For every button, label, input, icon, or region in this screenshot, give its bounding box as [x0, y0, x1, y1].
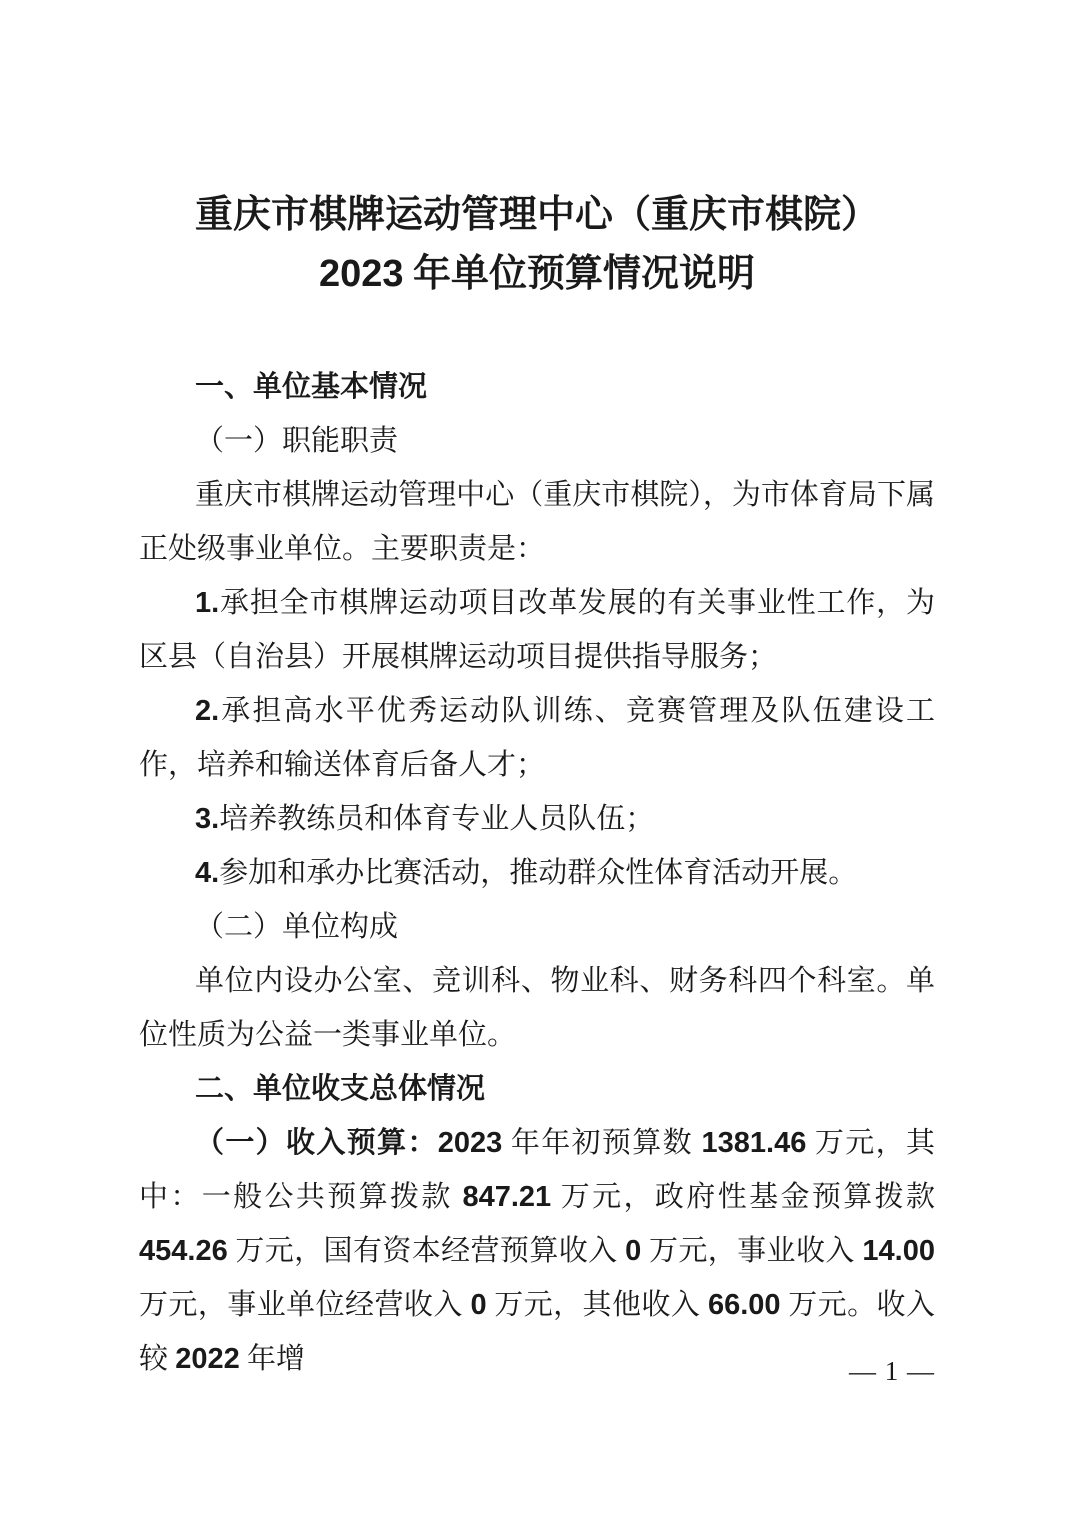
- numeric-value: 66.00: [707, 1289, 781, 1321]
- sub-heading: （二）单位构成: [195, 911, 399, 943]
- numeric-value: 2022: [175, 1343, 240, 1375]
- paragraph: 3.培养教练员和体育专业人员队伍；: [195, 803, 655, 835]
- paragraph: 重庆市棋牌运动管理中心（重庆市棋院），为市体育局下属正处级事业单位。主要职责是：: [139, 479, 935, 565]
- paragraph: （一）收入预算：2023 年年初预算数 1381.46 万元，其中：一般公共预算拨款 847.21 万元，政府性基金预算拨款 454.26 万元，国有资本经营预算收入 0 万元，事业收入 14.00 万元，事业单位经营收入 0 万元，其他收入 66.00 万元。收入较 2022 年增: [139, 1127, 935, 1375]
- numeric-value: 0: [470, 1289, 487, 1321]
- document-title-line1: 重庆市棋牌运动管理中心（重庆市棋院）: [194, 194, 879, 236]
- section-heading: 一、单位基本情况: [195, 371, 428, 403]
- sub-heading: （一）职能职责: [195, 425, 399, 457]
- paragraph: 单位内设办公室、竞训科、物业科、财务科四个科室。单位性质为公益一类事业单位。: [139, 965, 935, 1051]
- numeric-value: 1381.46: [701, 1127, 807, 1159]
- numeric-value: 4.: [195, 857, 220, 889]
- numeric-value: 2023: [437, 1127, 503, 1159]
- numeric-value: 14.00: [862, 1235, 935, 1267]
- section-heading: 二、单位收支总体情况: [195, 1073, 486, 1105]
- document-title: [139, 186, 935, 304]
- numeric-value: 454.26: [139, 1235, 228, 1267]
- page-number: — 1 —: [849, 1356, 935, 1386]
- paragraph: 1.承担全市棋牌运动项目改革发展的有关事业性工作，为区县（自治县）开展棋牌运动项目提供指导服务；: [139, 587, 935, 673]
- document-title-line2: 2023 年单位预算情况说明: [318, 253, 756, 295]
- numeric-value: 2023: [318, 253, 404, 295]
- document-body: [139, 360, 935, 1386]
- numeric-value: 3.: [195, 803, 220, 835]
- numeric-value: 0: [625, 1235, 642, 1267]
- paragraph: 2.承担高水平优秀运动队训练、竞赛管理及队伍建设工作，培养和输送体育后备人才；: [139, 695, 935, 781]
- paragraph-lead: （一）收入预算：: [195, 1127, 438, 1159]
- paragraph: 4.参加和承办比赛活动，推动群众性体育活动开展。: [195, 857, 858, 889]
- numeric-value: 2.: [195, 695, 220, 727]
- numeric-value: 1.: [195, 587, 220, 619]
- page-content: [139, 0, 935, 1386]
- numeric-value: 847.21: [462, 1181, 552, 1213]
